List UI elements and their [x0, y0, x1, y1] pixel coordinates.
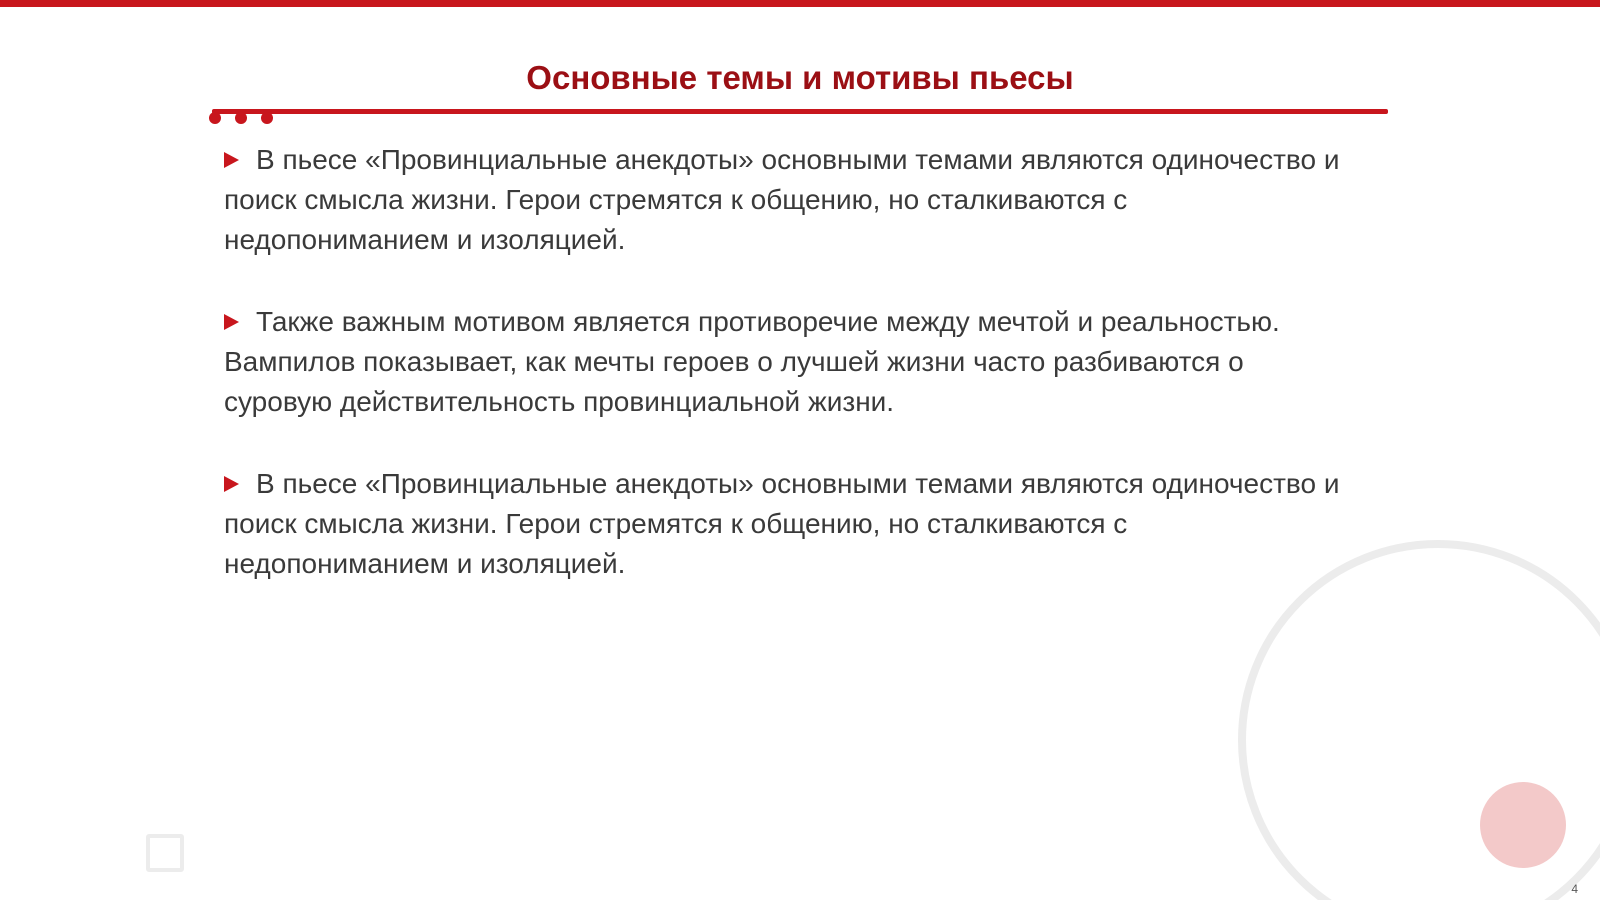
decorative-pink-circle [1480, 782, 1566, 868]
bullet-item-1 [224, 140, 1354, 260]
bullet-text: Также важным мотивом является противоречие между мечтой и реальностью. Вампилов показывает, как мечты героев о лучшей жизни часто разбиваются о суровую действительность провинциальной жизни. [224, 306, 1280, 417]
underline-dot-3 [261, 112, 273, 124]
bullet-text: В пьесе «Провинциальные анекдоты» основными темами являются одиночество и поиск смысла жизни. Герои стремятся к общению, но сталкиваются с недопониманием и изоляцией. [224, 468, 1340, 579]
triangle-bullet-icon [224, 476, 239, 492]
triangle-bullet-icon [224, 152, 239, 168]
bullet-item-3 [224, 464, 1354, 584]
title-underline [212, 109, 1388, 114]
top-accent-bar [0, 0, 1600, 7]
bullet-text: В пьесе «Провинциальные анекдоты» основными темами являются одиночество и поиск смысла жизни. Герои стремятся к общению, но сталкиваются с недопониманием и изоляцией. [224, 144, 1340, 255]
page-number: 4 [1571, 882, 1578, 896]
underline-dot-2 [235, 112, 247, 124]
underline-dot-1 [209, 112, 221, 124]
decorative-square [146, 834, 184, 872]
slide-title: Основные темы и мотивы пьесы [526, 59, 1074, 96]
bullet-item-2 [224, 302, 1354, 422]
triangle-bullet-icon [224, 314, 239, 330]
bullet-list [224, 140, 1354, 626]
